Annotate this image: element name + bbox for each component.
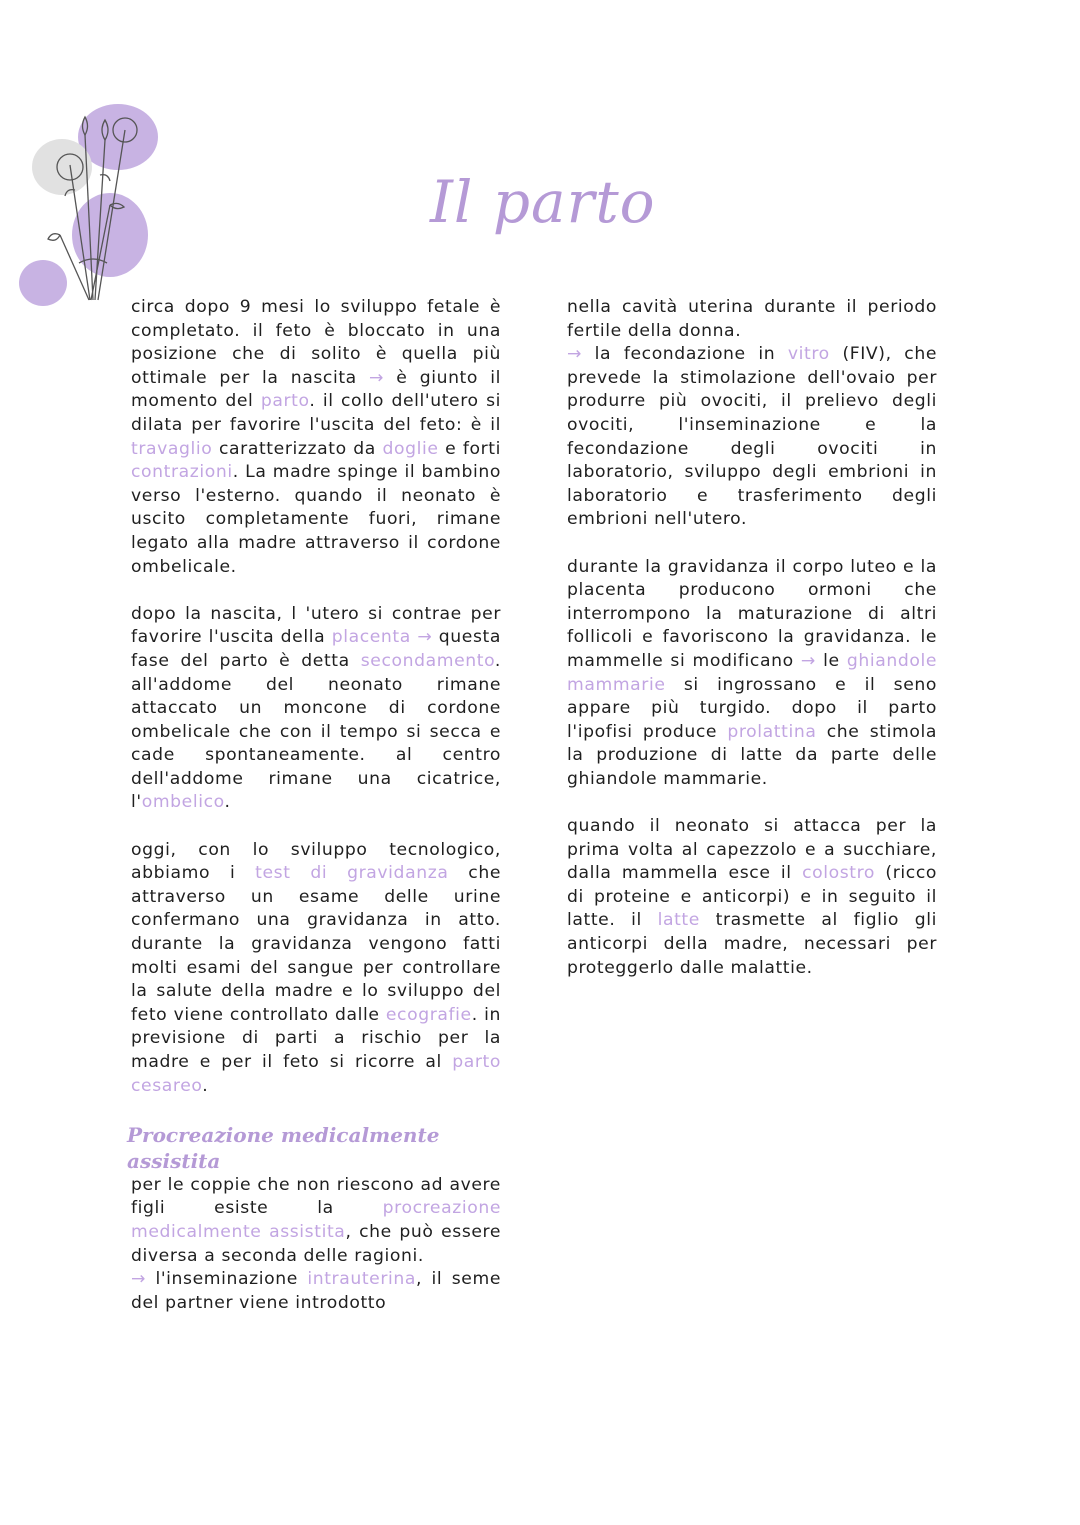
paragraph-pma: per le coppie che non riescono ad avere figli esiste la procreazione medicalmente assistita, che può essere diversa a seconda delle ragioni.: [131, 1174, 502, 1266]
paragraph-pregnancy-hormones: durante la gravidanza il corpo luteo e la placenta producono ormoni che interrompono la maturazione di altri follicoli e favoriscono la gravidanza. le mammelle si modificano → le ghiandole mammarie si ingrossano e il seno appare più turgido. dopo il parto l'ipofisi produce prolattina che stimola la produzione di latte da parte delle ghiandole mammarie.: [567, 556, 937, 789]
arrow-icon: →: [417, 627, 433, 648]
paragraph-ivf: → la fecondazione in vitro (FIV), che prevede la stimolazione dell'ovaio per produrre più ovociti, il prelievo degli ovociti, l'inseminazione e la fecondazione degli ovociti in laboratorio, sviluppo degli embrioni in laboratorio e trasferimento degli embrioni nell'utero.: [567, 344, 937, 530]
highlight-term: vitro: [787, 344, 830, 365]
highlight-term: contrazioni: [131, 462, 233, 483]
highlight-term: intrauterina: [307, 1269, 417, 1290]
arrow-icon: →: [567, 344, 583, 365]
left-column: [127, 296, 502, 1339]
arrow-icon: →: [800, 650, 816, 671]
highlight-term: latte: [657, 910, 700, 931]
section-subtitle: Procreazione medicalmente assistita: [127, 1122, 440, 1173]
highlight-term: parto cesareo: [131, 1052, 501, 1096]
highlight-term: colostro: [802, 863, 876, 884]
paragraph-breastfeeding: quando il neonato si attacca per la prima volta al capezzolo e a succhiare, dalla mammella esce il colostro (ricco di proteine e anticorpi) e in seguito il latte. il latte trasmette al figlio gli anticorpi della madre, necessari per proteggerlo dalle malattie.: [567, 816, 937, 978]
highlight-term: test di gravidanza: [255, 863, 449, 884]
paragraph-after-birth: dopo la nascita, l 'utero si contrae per favorire l'uscita della placenta → questa fase del parto è detta secondamento. all'addome del neonato rimane attaccato un moncone di cordone ombelicale che con il tempo si secca e cade spontaneamente. al centro dell'addome rimane una cicatrice, l'ombelico.: [131, 603, 501, 813]
highlight-term: ombelico: [141, 792, 225, 813]
highlight-term: ghiandole mammarie: [567, 650, 937, 695]
paragraph-birth: circa dopo 9 mesi lo sviluppo fetale è completato. il feto è bloccato in una posizione che di solito è quella più ottimale per la nascita → è giunto il momento del parto. il collo dell'utero si dilata per favorire l'uscita del feto: è il travaglio caratterizzato da doglie e forti contrazioni. La madre spinge il bambino verso l'esterno. quando il neonato è uscito completamente fuori, rimane legato alla madre attraverso il cordone ombelicale.: [131, 297, 502, 577]
right-column: [567, 296, 937, 1004]
paragraph-technology: oggi, con lo sviluppo tecnologico, abbiamo i test di gravidanza che attraverso un esame delle urine confermano una gravidanza in atto. durante la gravidanza vengono fatti molti esami del sangue per controllare la salute della madre e lo sviluppo del feto viene controllato dalle ecografie. in previsione di parti a rischio per la madre e per il feto si ricorre al parto cesareo.: [131, 839, 501, 1096]
highlight-term: placenta: [331, 627, 411, 648]
highlight-term: parto: [260, 391, 310, 412]
arrow-icon: →: [369, 367, 385, 388]
highlight-term: ecografie: [385, 1004, 472, 1025]
highlight-term: travaglio: [131, 438, 213, 459]
highlight-term: secondamento: [360, 650, 495, 671]
highlight-term: doglie: [382, 438, 439, 459]
arrow-icon: →: [131, 1269, 147, 1290]
paragraph-iui-continued: nella cavità uterina durante il periodo fertile della donna.: [567, 297, 937, 341]
lavender-bouquet-icon: [15, 95, 165, 310]
highlight-term: prolattina: [727, 721, 817, 742]
paragraph-iui: → l'inseminazione intrauterina, il seme del partner viene introdotto: [131, 1269, 501, 1313]
page-title: Il parto: [430, 168, 656, 236]
highlight-term: procreazione medicalmente assistita: [131, 1198, 501, 1242]
